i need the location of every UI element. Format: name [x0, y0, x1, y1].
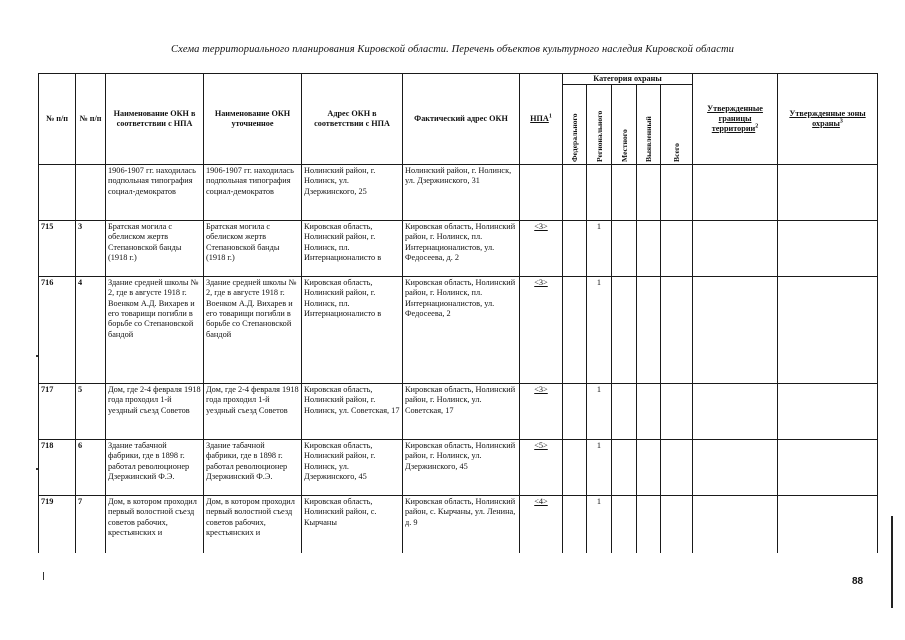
regional-cell — [587, 164, 612, 220]
name-npa-cell: Братская могила с обелиском жертв Степановской банды (1918 г.) — [106, 220, 204, 276]
regional-cell: 1 — [587, 439, 612, 495]
col-header-identified — [637, 84, 661, 164]
row-number — [39, 164, 76, 220]
local-cell — [612, 439, 637, 495]
name-npa-cell: Дом, где 2-4 февраля 1918 года проходил 1-й уездный съезд Советов — [106, 383, 204, 439]
local-cell — [612, 220, 637, 276]
name-refined-cell: Здание табачной фабрики, где в 1898 г. работал революционер Дзержинский Ф.Э. — [204, 439, 302, 495]
total-label: Всего — [672, 143, 682, 163]
col-header-address-actual: Фактический адрес ОКН — [403, 74, 520, 165]
col-header-local — [612, 84, 637, 164]
address-actual-cell: Кировская область, Нолинский район, г. Нолинск, пл. Интернационалистов, ул. Федосеева, д. 2 — [403, 220, 520, 276]
col-header-name-npa: Наименование ОКН в соответствии с НПА — [106, 74, 204, 165]
row-sub-number: 5 — [76, 383, 106, 439]
table-row — [39, 439, 878, 495]
borders-cell — [693, 495, 778, 553]
row-number: 717 — [39, 383, 76, 439]
col-header-npa — [520, 74, 563, 165]
name-npa-cell: Здание табачной фабрики, где в 1898 г. работал революционер Дзержинский Ф.Э. — [106, 439, 204, 495]
table-row — [39, 495, 878, 553]
total-cell — [661, 164, 693, 220]
okn-table — [38, 73, 878, 553]
borders-cell — [693, 220, 778, 276]
row-number: 718 — [39, 439, 76, 495]
col-header-approved-borders — [693, 74, 778, 165]
zones-cell — [778, 276, 878, 383]
name-npa-cell: Дом, в котором проходил первый волостной съезд советов рабочих, крестьянских и — [106, 495, 204, 553]
npa-cell: <3> — [520, 276, 563, 383]
total-cell — [661, 439, 693, 495]
table-row — [39, 164, 878, 220]
approved-borders-footnote: 2 — [755, 123, 759, 130]
document-title: Схема территориального планирования Кировской области. Перечень объектов культурного наследия Кировской области — [170, 44, 735, 55]
col-header-category-group: Категория охраны — [563, 74, 693, 85]
approved-zones-label: Утвержденные зоны охраны — [789, 109, 866, 128]
regional-cell: 1 — [587, 276, 612, 383]
regional-label: Регионального — [594, 111, 604, 163]
header-row-1 — [39, 74, 878, 85]
local-cell — [612, 383, 637, 439]
approved-zones-footnote: 3 — [839, 118, 843, 125]
federal-cell — [563, 276, 587, 383]
address-npa-cell: Кировская область, Нолинский район, г. Нолинск, пл. Интернационалисто в — [302, 220, 403, 276]
identified-cell — [637, 495, 661, 553]
zones-cell — [778, 439, 878, 495]
npa-cell — [520, 164, 563, 220]
federal-cell — [563, 495, 587, 553]
address-actual-cell: Кировская область, Нолинский район, г. Нолинск, ул. Дзержинского, 45 — [403, 439, 520, 495]
federal-cell — [563, 220, 587, 276]
address-npa-cell: Кировская область, Нолинский район, с. Кырчаны — [302, 495, 403, 553]
address-npa-cell: Кировская область, Нолинский район, г. Нолинск, ул. Дзержинского, 45 — [302, 439, 403, 495]
identified-cell — [637, 439, 661, 495]
row-number: 716 — [39, 276, 76, 383]
name-npa-cell: 1906-1907 гг. находилась подпольная типография социал-демократов — [106, 164, 204, 220]
address-actual-cell: Нолинский район, г. Нолинск, ул. Дзержинского, 31 — [403, 164, 520, 220]
row-sub-number: 7 — [76, 495, 106, 553]
federal-cell — [563, 383, 587, 439]
zones-cell — [778, 220, 878, 276]
name-refined-cell: Дом, в котором проходил первый волостной съезд советов рабочих, крестьянских и — [204, 495, 302, 553]
borders-cell — [693, 164, 778, 220]
total-cell — [661, 220, 693, 276]
zones-cell — [778, 164, 878, 220]
identified-label: Выявленный — [644, 116, 653, 163]
federal-cell — [563, 164, 587, 220]
scan-mark — [36, 468, 38, 470]
table-row — [39, 383, 878, 439]
col-header-approved-zones — [778, 74, 878, 165]
identified-cell — [637, 276, 661, 383]
page-number: 88 — [852, 576, 864, 587]
name-refined-cell: Дом, где 2-4 февраля 1918 года проходил 1-й уездный съезд Советов — [204, 383, 302, 439]
npa-cell: <3> — [520, 220, 563, 276]
regional-cell: 1 — [587, 495, 612, 553]
scan-edge-bar — [891, 516, 893, 608]
identified-cell — [637, 164, 661, 220]
regional-cell: 1 — [587, 383, 612, 439]
col-header-federal — [563, 84, 587, 164]
total-cell — [661, 495, 693, 553]
zones-cell — [778, 383, 878, 439]
identified-cell — [637, 383, 661, 439]
col-header-num2: № п/п — [76, 74, 106, 165]
identified-cell — [637, 220, 661, 276]
col-header-address-npa: Адрес ОКН в соответствии с НПА — [302, 74, 403, 165]
borders-cell — [693, 439, 778, 495]
npa-cell: <5> — [520, 439, 563, 495]
name-refined-cell: 1906-1907 гг. находилась подпольная типография социал-демократов — [204, 164, 302, 220]
row-sub-number: 3 — [76, 220, 106, 276]
npa-label: НПА — [530, 114, 549, 123]
address-actual-cell: Кировская область, Нолинский район, г. Нолинск, пл. Интернационалистов, ул. Федосеева, 2 — [403, 276, 520, 383]
col-header-name-refined: Наименование ОКН уточненное — [204, 74, 302, 165]
row-sub-number: 4 — [76, 276, 106, 383]
local-label: Местного — [619, 129, 629, 163]
address-npa-cell: Кировская область, Нолинский район, г. Нолинск, ул. Советская, 17 — [302, 383, 403, 439]
name-refined-cell: Братская могила с обелиском жертв Степановской банды (1918 г.) — [204, 220, 302, 276]
federal-cell — [563, 439, 587, 495]
col-header-regional — [587, 84, 612, 164]
col-header-total — [661, 84, 693, 164]
address-actual-cell: Кировская область, Нолинский район, г. Нолинск, ул. Советская, 17 — [403, 383, 520, 439]
table-row — [39, 220, 878, 276]
row-sub-number: 6 — [76, 439, 106, 495]
scan-mark — [36, 355, 38, 357]
npa-cell: <4> — [520, 495, 563, 553]
total-cell — [661, 383, 693, 439]
row-number: 719 — [39, 495, 76, 553]
row-sub-number — [76, 164, 106, 220]
federal-label: Федерального — [570, 113, 579, 163]
row-number: 715 — [39, 220, 76, 276]
local-cell — [612, 495, 637, 553]
total-cell — [661, 276, 693, 383]
borders-cell — [693, 383, 778, 439]
table-row — [39, 276, 878, 383]
name-refined-cell: Здание средней школы № 2, где в августе 1918 г. Военком А.Д. Вихарев и его товарищи погибли в борьбе со Степановской бандой — [204, 276, 302, 383]
scan-mark — [43, 572, 44, 580]
npa-cell: <3> — [520, 383, 563, 439]
address-npa-cell: Нолинский район, г. Нолинск, ул. Дзержинского, 25 — [302, 164, 403, 220]
local-cell — [612, 164, 637, 220]
name-npa-cell: Здание средней школы № 2, где в августе 1918 г. Военком А.Д. Вихарев и его товарищи погибли в борьбе со Степановской бандой — [106, 276, 204, 383]
regional-cell: 1 — [587, 220, 612, 276]
borders-cell — [693, 276, 778, 383]
zones-cell — [778, 495, 878, 553]
address-npa-cell: Кировская область, Нолинский район, г. Нолинск, пл. Интернационалисто в — [302, 276, 403, 383]
npa-footnote: 1 — [548, 113, 552, 120]
col-header-num: № п/п — [39, 74, 76, 165]
address-actual-cell: Кировская область, Нолинский район, с. Кырчаны, ул. Ленина, д. 9 — [403, 495, 520, 553]
local-cell — [612, 276, 637, 383]
table-body — [39, 164, 878, 553]
approved-borders-label: Утвержденные границы территории — [707, 104, 763, 133]
